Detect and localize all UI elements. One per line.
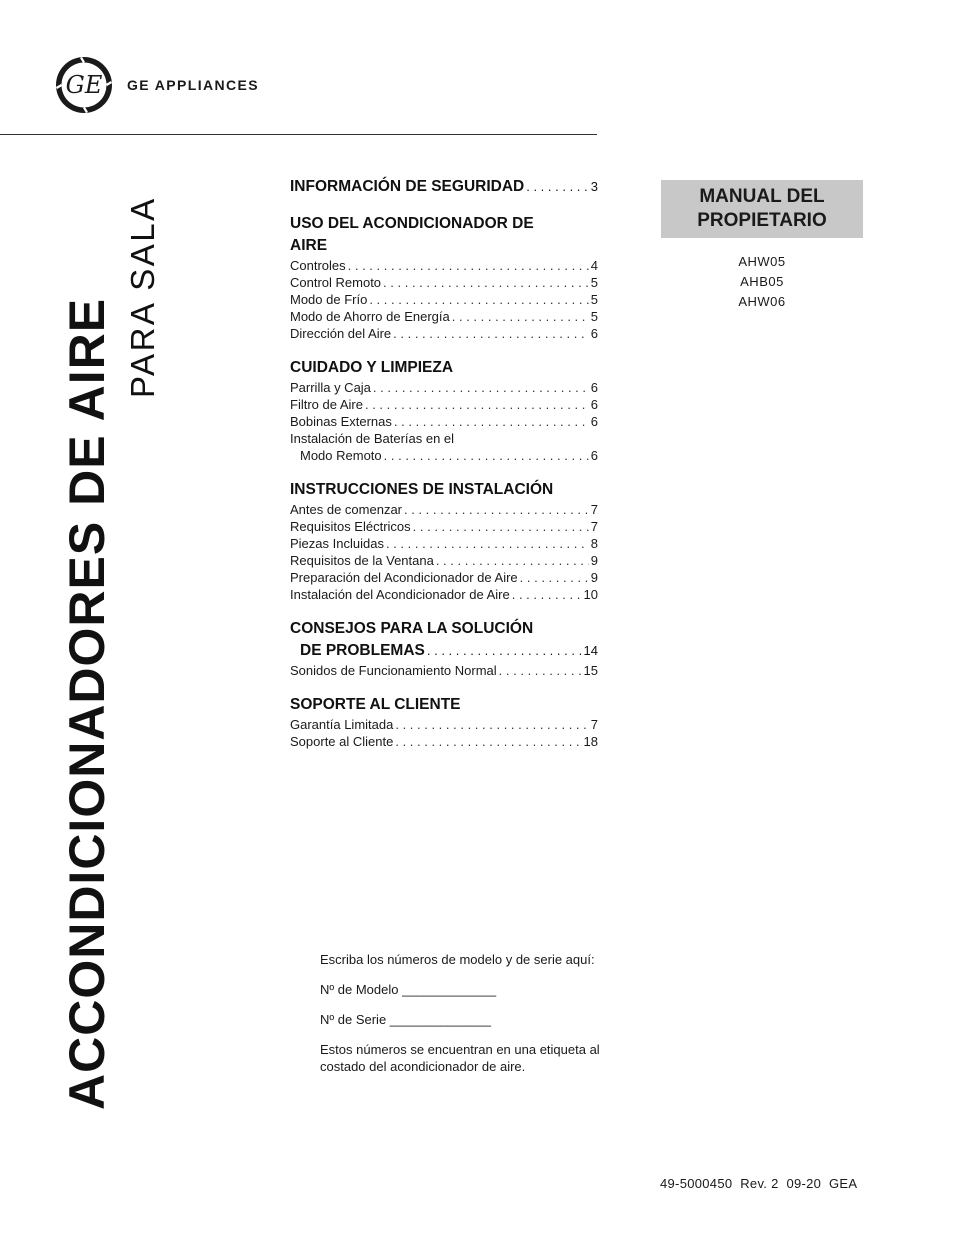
toc-entry[interactable] bbox=[290, 257, 598, 274]
manual-box-line: MANUAL DEL bbox=[699, 186, 825, 207]
leader-dots bbox=[383, 274, 589, 291]
brand-name: GE APPLIANCES bbox=[127, 77, 260, 93]
toc-heading-line: CONSEJOS PARA LA SOLUCIÓN bbox=[290, 620, 534, 637]
toc-entry[interactable] bbox=[290, 501, 598, 518]
toc-heading[interactable] bbox=[290, 213, 598, 257]
toc-entry[interactable] bbox=[290, 586, 598, 603]
toc-entry-label: Requisitos de la Ventana bbox=[290, 553, 434, 568]
serial-note: Estos números se encuentran en una etiqueta al costado del acondicionador de aire. bbox=[320, 1042, 600, 1074]
toc-heading-line: AIRE bbox=[290, 237, 328, 254]
toc-entry-label: Modo Remoto bbox=[300, 448, 382, 463]
toc-entry-label: Requisitos Eléctricos bbox=[290, 519, 411, 534]
document-number: 49-5000450 Rev. 2 09-20 GEA bbox=[660, 1176, 858, 1191]
toc-entry-label: Instalación del Acondicionador de Aire bbox=[290, 587, 510, 602]
toc-page: 6 bbox=[590, 380, 598, 395]
toc-entry[interactable] bbox=[290, 291, 598, 308]
toc-page: 5 bbox=[590, 275, 598, 290]
leader-dots bbox=[373, 379, 589, 396]
toc-page: 4 bbox=[590, 258, 598, 273]
toc-entry-label: Sonidos de Funcionamiento Normal bbox=[290, 663, 497, 678]
toc-page: 14 bbox=[583, 643, 598, 658]
header-rule bbox=[0, 134, 597, 135]
toc-entry[interactable] bbox=[290, 552, 598, 569]
leader-dots bbox=[404, 501, 589, 518]
toc-entry-label: Antes de comenzar bbox=[290, 502, 403, 517]
toc-section-uso bbox=[290, 213, 598, 342]
toc-heading[interactable]: INSTRUCCIONES DE INSTALACIÓN bbox=[290, 481, 554, 498]
toc-section-seguridad bbox=[290, 176, 598, 198]
document-subtitle: PARA SALA bbox=[124, 196, 161, 398]
model-list bbox=[661, 252, 863, 312]
ge-logo bbox=[55, 56, 259, 114]
leader-dots bbox=[393, 325, 589, 342]
toc-page: 6 bbox=[590, 397, 598, 412]
toc-entry-label: Piezas Incluidas bbox=[290, 536, 384, 551]
toc-page: 6 bbox=[590, 448, 598, 463]
toc-page: 5 bbox=[590, 292, 598, 307]
table-of-contents bbox=[290, 176, 598, 765]
logo-text: GE bbox=[65, 71, 103, 99]
toc-heading[interactable]: SOPORTE AL CLIENTE bbox=[290, 696, 461, 713]
leader-dots bbox=[512, 586, 582, 603]
ge-monogram-icon bbox=[55, 56, 113, 114]
toc-heading-line: DE PROBLEMAS bbox=[300, 642, 425, 659]
toc-entry-label: Dirección del Aire bbox=[290, 326, 392, 341]
toc-entry-label: Garantía Limitada bbox=[290, 717, 394, 732]
toc-entry[interactable] bbox=[290, 396, 598, 413]
toc-entry-label: Instalación de Baterías en el bbox=[290, 431, 455, 446]
toc-entry[interactable] bbox=[290, 274, 598, 291]
toc-entry[interactable] bbox=[290, 569, 598, 586]
toc-entry[interactable] bbox=[290, 447, 598, 464]
toc-entry[interactable] bbox=[290, 518, 598, 535]
toc-entry-label: Preparación del Acondicionador de Aire bbox=[290, 570, 518, 585]
toc-entry-label: Control Remoto bbox=[290, 275, 382, 290]
toc-page: 9 bbox=[590, 553, 598, 568]
toc-page: 7 bbox=[590, 502, 598, 517]
leader-dots bbox=[395, 733, 581, 750]
toc-page: 18 bbox=[583, 734, 598, 749]
toc-entry-label: Soporte al Cliente bbox=[290, 734, 394, 749]
leader-dots bbox=[369, 291, 588, 308]
leader-dots bbox=[365, 396, 589, 413]
toc-heading[interactable] bbox=[290, 176, 598, 198]
leader-dots bbox=[394, 413, 589, 430]
toc-entry[interactable] bbox=[290, 325, 598, 342]
toc-page: 5 bbox=[590, 309, 598, 324]
toc-page: 8 bbox=[590, 536, 598, 551]
manual-box-line: PROPIETARIO bbox=[697, 210, 827, 231]
toc-heading-line: USO DEL ACONDICIONADOR DE bbox=[290, 215, 534, 232]
leader-dots bbox=[384, 447, 589, 464]
toc-entry[interactable] bbox=[290, 430, 598, 447]
toc-page: 3 bbox=[590, 179, 598, 194]
toc-entry-label: Filtro de Aire bbox=[290, 397, 363, 412]
leader-dots bbox=[348, 257, 589, 274]
leader-dots bbox=[452, 308, 589, 325]
toc-heading[interactable]: CUIDADO Y LIMPIEZA bbox=[290, 359, 454, 376]
leader-dots bbox=[427, 640, 582, 662]
toc-page: 15 bbox=[583, 663, 598, 678]
toc-entry[interactable] bbox=[290, 733, 598, 750]
model-number-field: Nº de Modelo _____________ bbox=[320, 982, 497, 997]
leader-dots bbox=[386, 535, 589, 552]
toc-section-consejos bbox=[290, 618, 598, 679]
toc-entry[interactable] bbox=[290, 308, 598, 325]
toc-entry-label: Modo de Ahorro de Energía bbox=[290, 309, 450, 324]
leader-dots bbox=[526, 176, 589, 198]
leader-dots bbox=[499, 662, 582, 679]
toc-entry-label: Modo de Frío bbox=[290, 292, 368, 307]
toc-entry[interactable] bbox=[290, 716, 598, 733]
serial-number-field: Nº de Serie ______________ bbox=[320, 1012, 491, 1027]
leader-dots bbox=[520, 569, 589, 586]
toc-heading[interactable] bbox=[290, 618, 598, 662]
toc-entry-label: Parrilla y Caja bbox=[290, 380, 371, 395]
toc-entry[interactable] bbox=[290, 413, 598, 430]
toc-page: 7 bbox=[590, 717, 598, 732]
model-number: AHW05 bbox=[738, 254, 786, 269]
leader-dots bbox=[395, 716, 588, 733]
toc-page: 10 bbox=[583, 587, 598, 602]
toc-entry-label: Bobinas Externas bbox=[290, 414, 392, 429]
model-number: AHW06 bbox=[738, 294, 786, 309]
toc-section-cuidado bbox=[290, 357, 598, 464]
model-number: AHB05 bbox=[740, 274, 784, 289]
toc-page: 6 bbox=[590, 326, 598, 341]
serial-info-block bbox=[320, 951, 610, 1088]
leader-dots bbox=[436, 552, 589, 569]
owners-manual-box bbox=[661, 180, 863, 238]
toc-page: 9 bbox=[590, 570, 598, 585]
toc-entry[interactable] bbox=[290, 662, 598, 679]
toc-entry[interactable] bbox=[290, 535, 598, 552]
toc-page: 6 bbox=[590, 414, 598, 429]
toc-entry-label: Controles bbox=[290, 258, 346, 273]
toc-entry[interactable] bbox=[290, 379, 598, 396]
toc-heading-row bbox=[290, 640, 598, 662]
toc-section-instalacion bbox=[290, 479, 598, 603]
leader-dots bbox=[413, 518, 589, 535]
toc-heading-label: INFORMACIÓN DE SEGURIDAD bbox=[290, 178, 525, 195]
toc-section-soporte bbox=[290, 694, 598, 750]
document-title: ACCONDICIONADORES DE AIRE bbox=[59, 297, 115, 1110]
serial-intro: Escriba los números de modelo y de serie aquí: bbox=[320, 952, 595, 967]
toc-page: 7 bbox=[590, 519, 598, 534]
